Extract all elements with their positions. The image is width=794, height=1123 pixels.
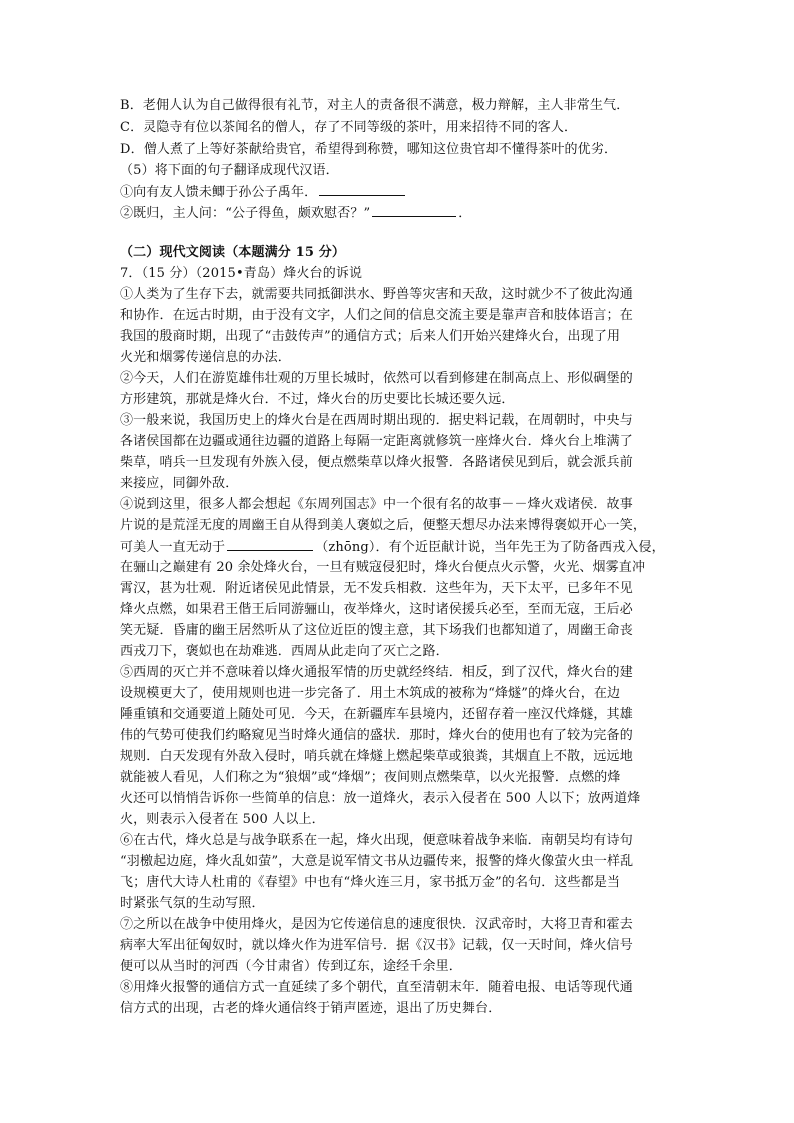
text-line: 和协作．在远古时期，由于没有文字，人们之间的信息交流主要是靠声音和肢体语言；在 [120,308,633,323]
text-line: 来接应，同御外敌． [120,476,239,491]
question-title: 7．（15 分）（2015•青岛）烽火台的诉说 [120,266,363,281]
q5-sentence-1-text: ①向有友人馈未鲫于孙公子禹年． [120,185,318,200]
text-line: 伟的气势可使我们约略窥见当时烽火通信的盛状．那时，烽火台的使用也有了较为完备的 [120,728,633,743]
text-line: 飞；唐代大诗人杜甫的《春望》中也有“烽火连三月，家书抵万金”的名句．这些都是当 [120,875,621,890]
q5-prompt: （5）将下面的句子翻译成现代汉语． [120,163,339,178]
text-line: 设规模更大了，使用规则也进一步完备了．用土木筑成的被称为“烽燧”的烽火台，在边 [120,686,621,701]
text-line: 规则．白天发现有外敌入侵时，哨兵就在烽燧上燃起柴草或狼粪，其烟直上不散，远远地 [120,749,633,764]
text-line: ③一般来说，我国历史上的烽火台是在西周时期出现的．据史料记载，在周朝时，中央与 [120,413,633,428]
q5-sentence-2-text: ②既归，主人问：“公子得鱼，颇欢慰否？” [120,206,371,221]
option-c: C．灵隐寺有位以茶闻名的僧人，存了不同等级的茶叶，用来招待不同的客人． [120,120,578,135]
option-d: D．僧人煮了上等好茶献给贵官，希望得到称赞，哪知这位贵官却不懂得茶叶的优劣． [120,142,618,157]
text-segment: （zhōng）．有个近臣献计说，当年先王为了防备西戎入侵， [315,540,665,555]
text-line: “羽檄起边庭，烽火乱如萤”，大意是说军情文书从边疆传来，报警的烽火像萤火虫一样乱 [120,854,634,869]
option-b: B．老佣人认为自己做得很有礼节，对主人的责备很不满意，极力辩解，主人非常生气． [120,98,630,113]
text-line: ①人类为了生存下去，就需要共同抵御洪水、野兽等灾害和天敌，这时就少不了彼此沟通 [120,287,633,302]
answer-blank-2[interactable] [372,203,456,217]
text-line: 霄汉，甚为壮观．附近诸侯见此情景，无不发兵相救．这些年为，天下太平，已多年不见 [120,581,633,596]
section-heading: （二）现代文阅读（本题满分 15 分） [120,245,345,260]
text-line: 时紧张气氛的生动写照． [120,896,265,911]
text-line: 我国的殷商时期，出现了“击鼓传声”的通信方式；后来人们开始兴建烽火台，出现了用 [120,329,621,344]
text-line: 火还可以悄悄告诉你一些简单的信息：放一道烽火，表示入侵者在 500 人以下；放两道烽 [120,791,641,806]
text-line: 陲重镇和交通要道上随处可见．今天，在新疆库车县境内，还留存着一座汉代烽燧，其雄 [120,707,633,722]
text-line: ②今天，人们在游览雄伟壮观的万里长城时，依然可以看到修建在制高点上、形似碉堡的 [120,371,633,386]
text-line: 便可以从当时的河西（今甘肃省）传到辽东，途经千余里． [120,959,462,974]
q5-sentence-1 [120,182,680,203]
text-line: ④说到这里，很多人都会想起《东周列国志》中一个很有名的故事－－烽火戏诸侯．故事 [120,497,633,512]
answer-blank-3[interactable] [227,537,313,551]
q5-sentence-2-end: ． [458,206,472,221]
text-line: 方形建筑，那就是烽火台．不过，烽火台的历史要比长城还要久远． [120,392,515,407]
text-line: 信方式的出现，古老的烽火通信终于销声匿迹，退出了历史舞台． [120,1001,502,1016]
text-line: ⑤西周的灭亡并不意味着以烽火通报军情的历史就经终结．相反，到了汉代，烽火台的建 [120,665,633,680]
text-line: 病率大军出征匈奴时，就以烽火作为进军信号．据《汉书》记载，仅一天时间，烽火信号 [120,938,633,953]
text-line: 笑无疑．昏庸的幽王居然听从了这位近臣的馊主意，其下场我们也都知道了，周幽王命丧 [120,623,633,638]
text-line-with-blank [120,537,680,558]
text-line: 就能被人看见，人们称之为“狼烟”或“烽烟”；夜间则点燃柴草，以火光报警．点燃的烽 [120,770,621,785]
answer-blank-1[interactable] [319,182,405,196]
text-line: 片说的是荒淫无度的周幽王自从得到美人褒姒之后，便整天想尽办法来博得褒姒开心一笑， [120,518,647,533]
text-line: ⑦之所以在战争中使用烽火，是因为它传递信息的速度很快．汉武帝时，大将卫青和霍去 [120,917,633,932]
text-line: 各诸侯国都在边疆或通往边疆的道路上每隔一定距离就修筑一座烽火台．烽火台上堆满了 [120,434,633,449]
text-line: 西戎刀下，褒姒也在劫难逃．西周从此走向了灭亡之路． [120,644,449,659]
text-line: 柴草，哨兵一旦发现有外族入侵，便点燃柴草以烽火报警．各路诸侯见到后，就会派兵前 [120,455,633,470]
text-line: ⑧用烽火报警的通信方式一直延续了多个朝代，直至清朝末年．随着电报、电话等现代通 [120,980,633,995]
text-line: 火光和烟雾传递信息的办法． [120,350,291,365]
text-line: 烽火点燃，如果君王偕王后同游骊山，夜举烽火，这时诸侯援兵必至，至而无寇，王后必 [120,602,633,617]
text-line: ⑥在古代，烽火总是与战争联系在一起，烽火出现，便意味着战争来临．南朝吴均有诗句 [120,833,633,848]
text-segment: 可美人一直无动于 [120,540,226,555]
text-line: 火，则表示入侵者在 500 人以上． [120,812,325,827]
text-line: 在骊山之巅建有 20 余处烽火台，一旦有贼寇侵犯时，烽火台便点火示警，火光、烟雾直冲 [120,560,646,575]
q5-sentence-2 [120,203,680,224]
